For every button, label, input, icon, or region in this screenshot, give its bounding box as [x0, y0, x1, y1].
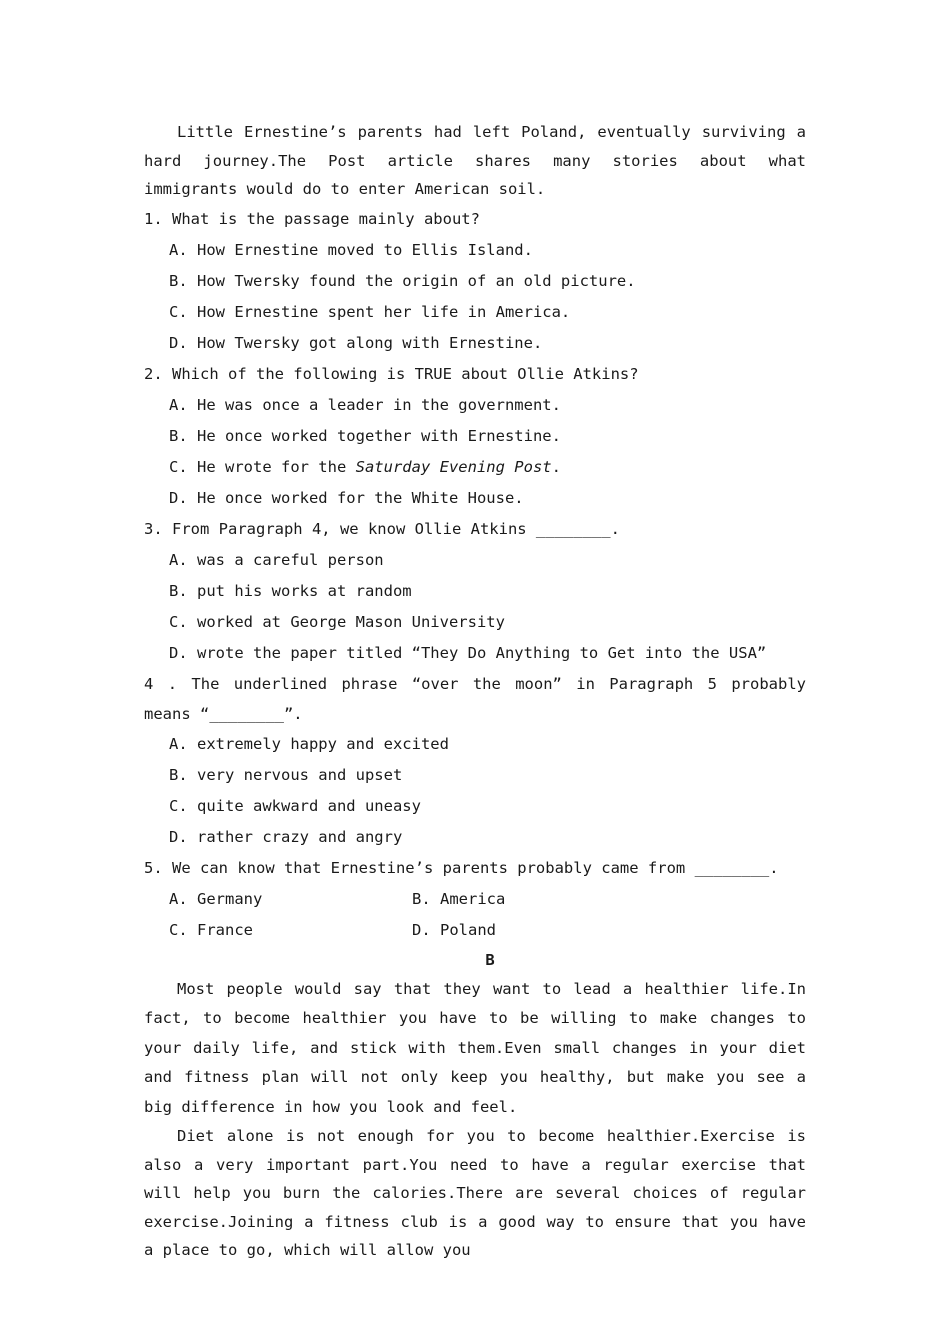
option-a: A. Germany	[169, 889, 263, 908]
question-2	[144, 359, 806, 514]
option-a: A. He was once a leader in the government.	[169, 395, 561, 414]
option-d: D. rather crazy and angry	[169, 827, 403, 846]
document-page	[144, 118, 806, 1265]
passage-a-tail: Little Ernestine’s parents had left Poland, eventually surviving a hard journey.The Post article shares many stories about what immigrants would do to enter American soil.	[144, 123, 806, 198]
passage-b-paragraph: Diet alone is not enough for you to become healthier.Exercise is also a very important part.You need to have a regular exercise that will help you burn the calories.There are several choices of regular exercise.Joining a fitness club is a good way to ensure that you have a place to go, which will allow you	[144, 1127, 806, 1259]
option-d: D. Poland	[412, 920, 496, 939]
question-stem: 3. From Paragraph 4, we know Ollie Atkins ________.	[144, 519, 620, 538]
option-c-end: .	[551, 457, 561, 476]
question-3	[144, 514, 806, 669]
section-b-heading: B	[485, 950, 495, 969]
option-c	[144, 452, 806, 483]
question-stem: 4 . The underlined phrase “over the moon” in Paragraph 5 probably means “________”.	[144, 674, 806, 723]
option-row	[144, 915, 806, 946]
option-c: C. worked at George Mason University	[169, 612, 505, 631]
option-a: A. extremely happy and excited	[169, 734, 449, 753]
option-d: D. How Twersky got along with Ernestine.	[169, 333, 543, 352]
option-b: B. He once worked together with Ernestine.	[169, 426, 561, 445]
question-4	[144, 669, 806, 853]
option-c-text: C. He wrote for the	[169, 457, 356, 476]
option-b: B. How Twersky found the origin of an old picture.	[169, 271, 636, 290]
option-d: D. wrote the paper titled “They Do Anything to Get into the USA”	[169, 643, 767, 662]
option-a: A. was a careful person	[169, 550, 384, 569]
question-stem: 5. We can know that Ernestine’s parents probably came from ________.	[144, 858, 779, 877]
option-b: B. put his works at random	[169, 581, 412, 600]
question-stem: 1. What is the passage mainly about?	[144, 209, 480, 228]
option-c-italic-title: Saturday Evening Post	[355, 457, 552, 476]
question-1	[144, 204, 806, 359]
question-5	[144, 853, 806, 946]
question-stem: 2. Which of the following is TRUE about Ollie Atkins?	[144, 364, 639, 383]
option-c: C. How Ernestine spent her life in America.	[169, 302, 571, 321]
option-a: A. How Ernestine moved to Ellis Island.	[169, 240, 533, 259]
option-c: C. quite awkward and uneasy	[169, 796, 421, 815]
passage-b-paragraph: Most people would say that they want to lead a healthier life.In fact, to become healthier you have to be willing to make changes to your daily life, and stick with them.Even small changes in your diet and fitness plan will not only keep you healthy, but make you see a big difference in how you look and feel.	[144, 979, 806, 1116]
option-b: B. America	[412, 889, 506, 908]
option-d: D. He once worked for the White House.	[169, 488, 524, 507]
option-row	[144, 884, 806, 915]
option-b: B. very nervous and upset	[169, 765, 403, 784]
option-c: C. France	[169, 920, 253, 939]
